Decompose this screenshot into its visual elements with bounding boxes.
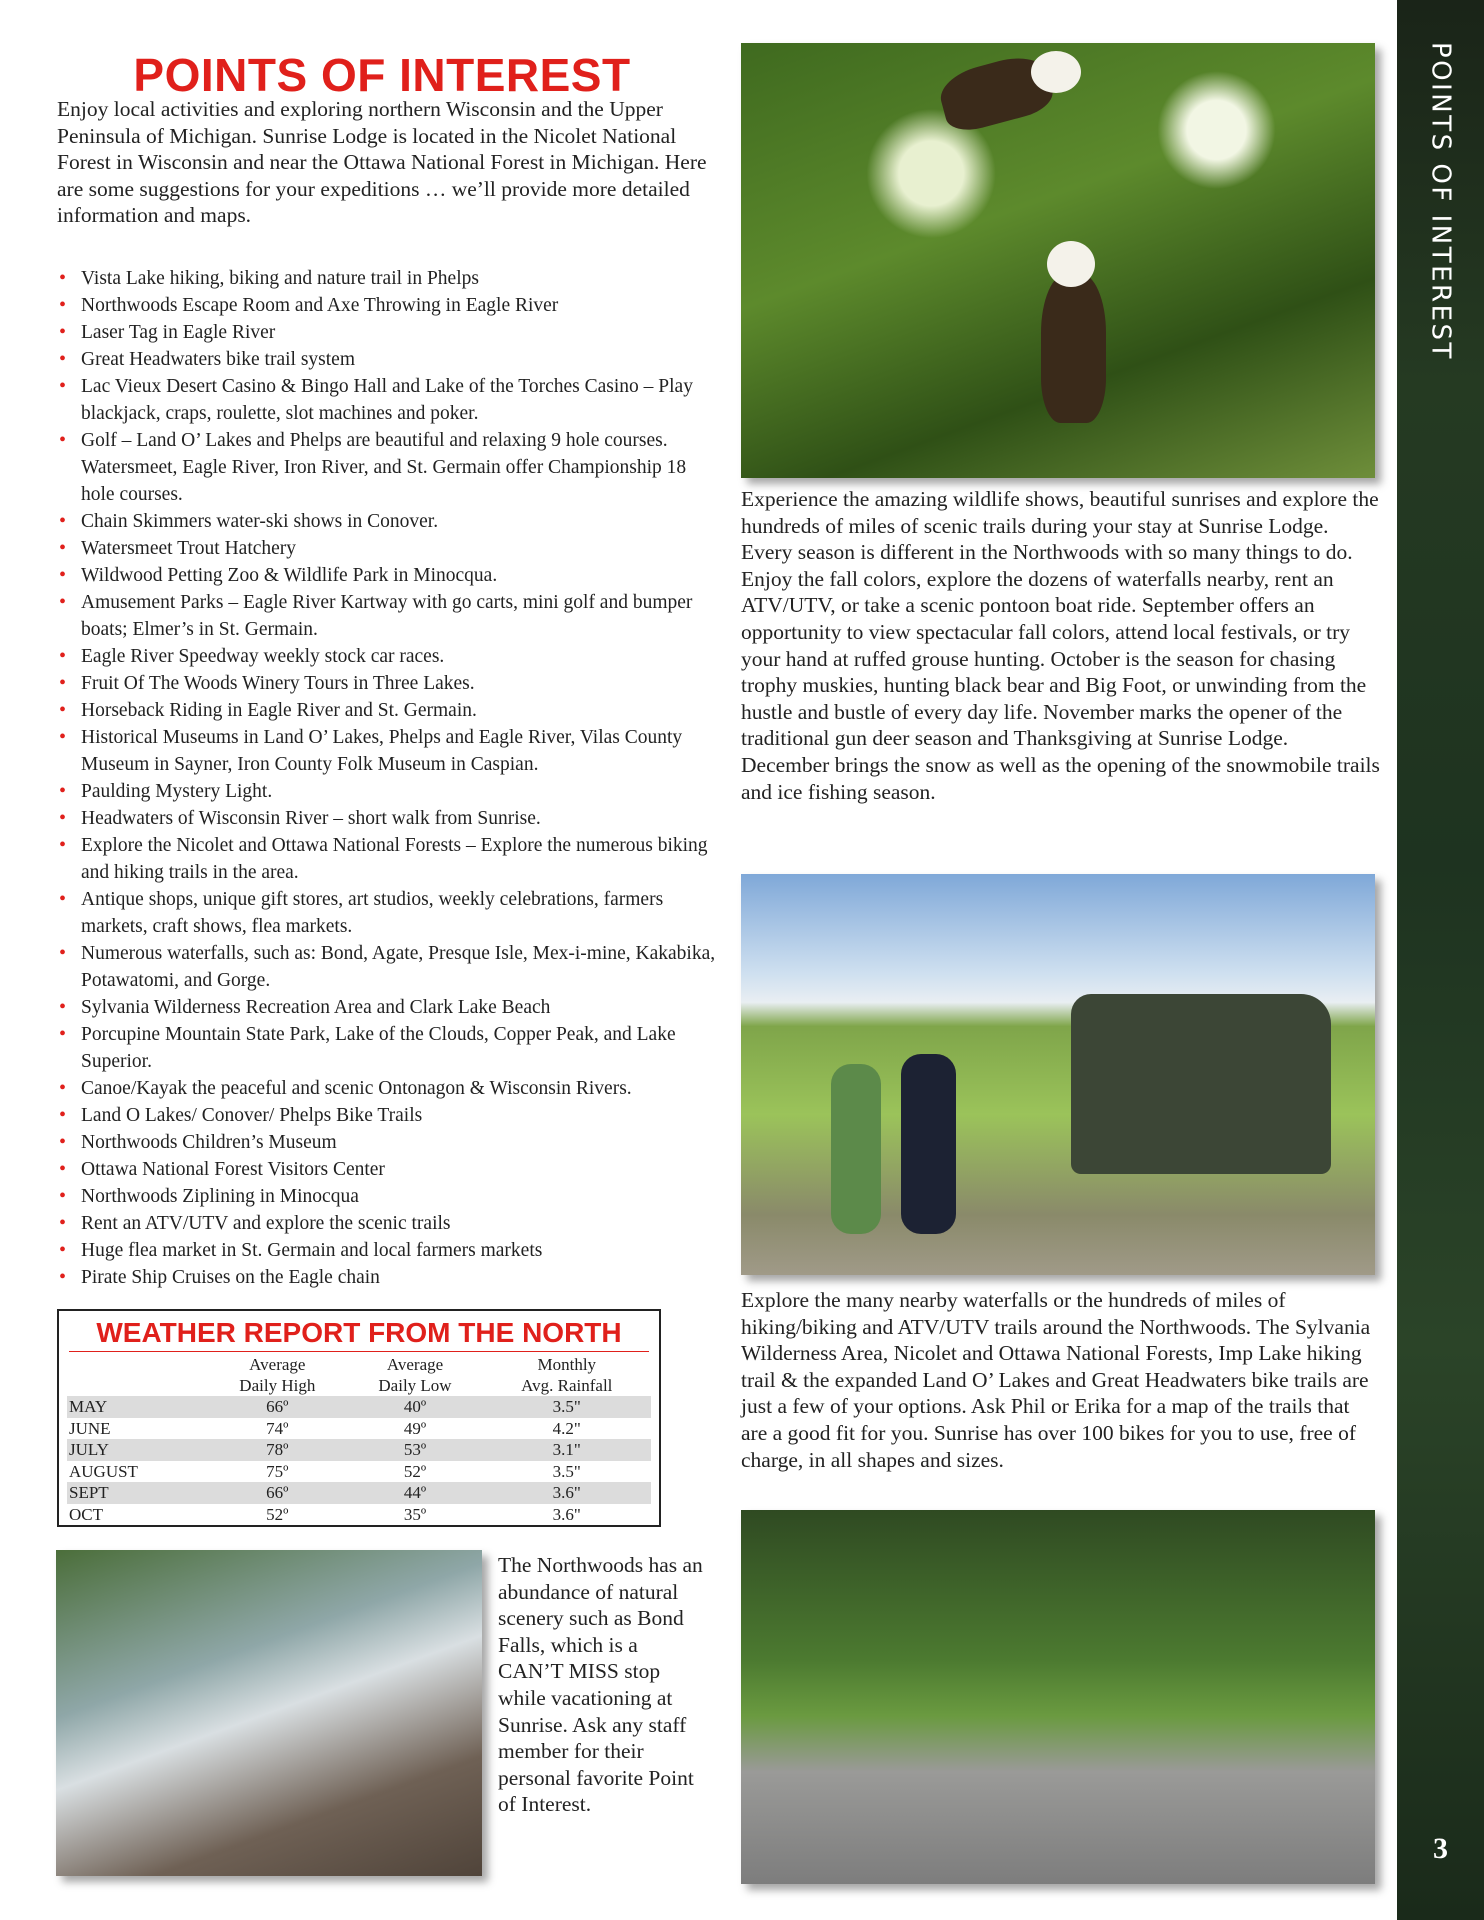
list-item: • Explore the Nicolet and Ottawa National Forests – Explore the numerous biking and hiking trails in the area. — [57, 832, 717, 886]
list-item: • Numerous waterfalls, such as: Bond, Agate, Presque Isle, Mex-i-mine, Kakabika, Potawatomi, and Gorge. — [57, 940, 717, 994]
weather-title: WEATHER REPORT FROM THE NORTH — [69, 1317, 649, 1352]
list-item: • Canoe/Kayak the peaceful and scenic Ontonagon & Wisconsin Rivers. — [57, 1075, 717, 1102]
list-item: • Northwoods Children’s Museum — [57, 1129, 717, 1156]
header-line — [67, 1375, 207, 1396]
kids-with-utv-photo — [741, 874, 1375, 1275]
section-sidebar — [1397, 0, 1484, 1920]
points-of-interest-list — [57, 265, 717, 1291]
table-cell: OCT — [69, 1504, 103, 1524]
table-cell: 3.5" — [483, 1396, 651, 1418]
table-cell: 52º — [403, 1461, 427, 1481]
intro-paragraph: Enjoy local activities and exploring northern Wisconsin and the Upper Peninsula of Michigan. Sunrise Lodge is located in the Nicolet National Forest in Wisconsin and near the Ottawa National Forest in Michigan. Here are some suggestions for your expeditions … we’ll provide more detailed information and maps. — [57, 97, 707, 227]
list-item: • Northwoods Ziplining in Minocqua — [57, 1183, 717, 1210]
table-row — [67, 1396, 651, 1418]
table-cell: 74º — [266, 1418, 289, 1438]
bond-falls-caption: The Northwoods has an abundance of natural scenery such as Bond Falls, which is a CAN’T MISS stop while vacationing at Sunrise. Ask any staff member for their personal favorite Point of Interest. — [498, 1553, 703, 1817]
family-at-bond-falls-photo — [56, 1550, 482, 1876]
list-item: • Eagle River Speedway weekly stock car races. — [57, 643, 717, 670]
table-row — [67, 1482, 651, 1504]
list-item: • Pirate Ship Cruises on the Eagle chain — [57, 1264, 717, 1291]
table-cell: 40º — [347, 1396, 482, 1418]
column-header — [207, 1352, 347, 1396]
header-line — [67, 1354, 207, 1375]
list-item: • Antique shops, unique gift stores, art studios, weekly celebrations, farmers markets, craft shows, flea markets. — [57, 886, 717, 940]
list-item: • Porcupine Mountain State Park, Lake of the Clouds, Copper Peak, and Lake Superior. — [57, 1021, 717, 1075]
list-item: • Northwoods Escape Room and Axe Throwing in Eagle River — [57, 292, 717, 319]
table-row — [67, 1461, 651, 1483]
table-cell: 4.2" — [552, 1418, 581, 1438]
list-item: • Land O Lakes/ Conover/ Phelps Bike Trails — [57, 1102, 717, 1129]
column-header — [347, 1352, 482, 1396]
table-cell: SEPT — [67, 1482, 207, 1504]
list-item: • Headwaters of Wisconsin River – short walk from Sunrise. — [57, 805, 717, 832]
trails-caption: Explore the many nearby waterfalls or the hundreds of miles of hiking/biking and ATV/UTV trails around the Northwoods. The Sylvania Wilderness Area, Nicolet and Ottawa National Forests, Imp Lake hiking trail & the expanded Land O’ Lakes and Great Headwaters bike trails are just a few of your options. Ask Phil or Erika for a map of the trails that are a good fit for you. Sunrise has over 100 bikes for you to use, free of charge, in all shapes and sizes. — [741, 1288, 1371, 1472]
table-cell: JULY — [67, 1439, 207, 1461]
list-item: • Sylvania Wilderness Recreation Area and Clark Lake Beach — [57, 994, 717, 1021]
list-item: • Chain Skimmers water-ski shows in Conover. — [57, 508, 717, 535]
table-cell: JUNE — [69, 1418, 111, 1438]
list-item: • Amusement Parks – Eagle River Kartway with go carts, mini golf and bumper boats; Elmer’s in St. Germain. — [57, 589, 717, 643]
header-line: Average — [386, 1355, 444, 1374]
list-item: • Ottawa National Forest Visitors Center — [57, 1156, 717, 1183]
table-row — [67, 1504, 651, 1526]
bald-eagles-photo — [741, 43, 1375, 478]
list-item: • Golf – Land O’ Lakes and Phelps are beautiful and relaxing 9 hole courses. Watersmeet, Eagle River, Iron River, and St. Germain offer Championship 18 hole courses. — [57, 427, 717, 508]
table-cell: 75º — [266, 1461, 289, 1481]
table-row — [67, 1439, 651, 1461]
table-cell: 3.6" — [483, 1482, 651, 1504]
table-cell: 3.6" — [552, 1504, 581, 1524]
list-item: • Wildwood Petting Zoo & Wildlife Park in Minocqua. — [57, 562, 717, 589]
weather-table — [67, 1352, 651, 1525]
weather-report-box — [57, 1309, 661, 1527]
wildlife-caption: Experience the amazing wildlife shows, beautiful sunrises and explore the hundreds of miles of scenic trails during your stay at Sunrise Lodge. Every season is different in the Northwoods with so many things to do. Enjoy the fall colors, explore the dozens of waterfalls nearby, rent an ATV/UTV, or take a scenic pontoon boat ride. September offers an opportunity to view spectacular fall colors, attend local festivals, or try your hand at ruffed grouse hunting. October is the season for chasing trophy muskies, hunting black bear and Big Foot, or unwinding from the hustle and bustle of every day life. November marks the opener of the traditional gun deer season and Thanksgiving at Sunrise Lodge. December brings the snow as well as the opening of the snowmobile trails and ice fishing season. — [741, 487, 1380, 804]
list-item: • Historical Museums in Land O’ Lakes, Phelps and Eagle River, Vilas County Museum in Sayner, Iron County Folk Museum in Caspian. — [57, 724, 717, 778]
list-item: • Rent an ATV/UTV and explore the scenic trails — [57, 1210, 717, 1237]
table-cell: 66º — [207, 1482, 347, 1504]
header-line: Average — [249, 1355, 306, 1374]
section-label: POINTS OF INTEREST — [1425, 42, 1456, 361]
column-header — [67, 1352, 207, 1396]
table-cell: 44º — [347, 1482, 482, 1504]
table-cell: 35º — [403, 1504, 427, 1524]
list-item: • Fruit Of The Woods Winery Tours in Three Lakes. — [57, 670, 717, 697]
page-title: POINTS OF INTEREST — [133, 49, 631, 101]
list-item: • Great Headwaters bike trail system — [57, 346, 717, 373]
list-item: • Watersmeet Trout Hatchery — [57, 535, 717, 562]
table-cell: 52º — [266, 1504, 289, 1524]
table-row — [67, 1418, 651, 1440]
table-cell: 66º — [207, 1396, 347, 1418]
table-cell: 78º — [207, 1439, 347, 1461]
list-item: • Paulding Mystery Light. — [57, 778, 717, 805]
page-number: 3 — [1433, 1832, 1448, 1865]
list-item: • Lac Vieux Desert Casino & Bingo Hall and Lake of the Torches Casino – Play blackjack, craps, roulette, slot machines and poker. — [57, 373, 717, 427]
header-line: Avg. Rainfall — [521, 1376, 613, 1395]
header-line: Monthly — [537, 1355, 597, 1374]
table-cell: 53º — [347, 1439, 482, 1461]
table-cell: 49º — [403, 1418, 427, 1438]
header-line: Daily High — [239, 1376, 316, 1395]
table-cell: MAY — [67, 1396, 207, 1418]
list-item: • Horseback Riding in Eagle River and St. Germain. — [57, 697, 717, 724]
family-bike-ride-photo — [741, 1510, 1375, 1884]
column-header — [483, 1352, 651, 1396]
list-item: • Vista Lake hiking, biking and nature trail in Phelps — [57, 265, 717, 292]
list-item: • Laser Tag in Eagle River — [57, 319, 717, 346]
table-cell: AUGUST — [69, 1461, 138, 1481]
table-cell: 3.5" — [552, 1461, 581, 1481]
list-item: • Huge flea market in St. Germain and local farmers markets — [57, 1237, 717, 1264]
header-line: Daily Low — [378, 1376, 452, 1395]
table-cell: 3.1" — [483, 1439, 651, 1461]
